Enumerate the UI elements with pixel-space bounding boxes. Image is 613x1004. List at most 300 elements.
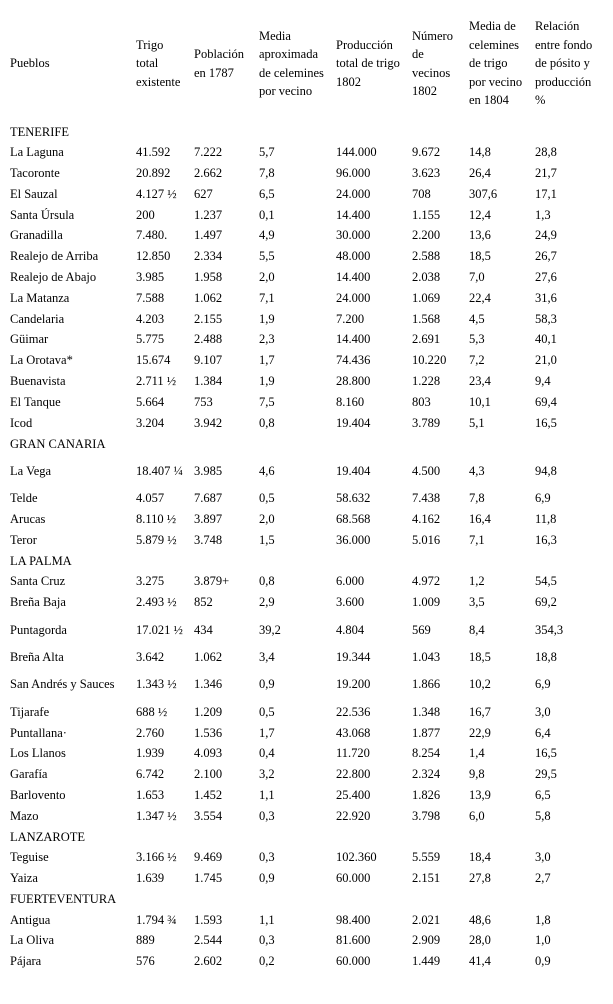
row-town: La Matanza xyxy=(10,290,70,305)
table-row xyxy=(5,868,611,889)
table-row xyxy=(5,847,611,868)
table-row xyxy=(5,183,611,204)
table-row xyxy=(5,764,611,785)
row-relacion-fondo: 16,5 xyxy=(535,746,557,761)
row-produccion-1802: 8.160 xyxy=(336,394,365,409)
row-relacion-fondo: 354,3 xyxy=(535,622,564,637)
row-media-celemines: 0,9 xyxy=(259,677,275,692)
row-media-celemines: 0,8 xyxy=(259,415,275,430)
table-row xyxy=(5,930,611,951)
row-numero-vecinos-1802: 1.877 xyxy=(412,725,441,740)
row-media-celemines: 1,7 xyxy=(259,353,275,368)
group-name: FUERTEVENTURA xyxy=(10,892,117,907)
row-produccion-1802: 3.600 xyxy=(336,595,365,610)
row-trigo-total: 688 ½ xyxy=(136,704,168,719)
row-town: Breña Baja xyxy=(10,595,66,610)
group-name: LA PALMA xyxy=(10,554,72,569)
row-poblacion-1787: 2.488 xyxy=(194,332,223,347)
column-header-label: Relación entre fondo de pósito y producción % xyxy=(535,19,593,108)
row-relacion-fondo: 6,5 xyxy=(535,787,551,802)
row-media-celemines: 7,5 xyxy=(259,394,275,409)
row-relacion-fondo: 1,0 xyxy=(535,933,551,948)
row-poblacion-1787: 1.062 xyxy=(194,290,223,305)
row-media-celemines-1804: 13,9 xyxy=(469,787,491,802)
row-produccion-1802: 7.200 xyxy=(336,311,365,326)
row-poblacion-1787: 2.155 xyxy=(194,311,223,326)
row-town: Candelaria xyxy=(10,311,65,326)
row-produccion-1802: 144.000 xyxy=(336,145,377,160)
row-numero-vecinos-1802: 1.348 xyxy=(412,704,441,719)
row-media-celemines-1804: 18,5 xyxy=(469,249,491,264)
group-name: GRAN CANARIA xyxy=(10,436,106,451)
table-row xyxy=(5,571,611,592)
row-media-celemines-1804: 4,3 xyxy=(469,463,485,478)
row-media-celemines: 0,4 xyxy=(259,746,275,761)
row-media-celemines-1804: 26,4 xyxy=(469,165,491,180)
row-numero-vecinos-1802: 2.909 xyxy=(412,933,441,948)
row-numero-vecinos-1802: 1.866 xyxy=(412,677,441,692)
table-row xyxy=(5,722,611,743)
row-media-celemines-1804: 10,2 xyxy=(469,677,491,692)
table-row xyxy=(5,246,611,267)
row-trigo-total: 5.775 xyxy=(136,332,165,347)
row-town: Realejo de Abajo xyxy=(10,269,97,284)
col-relacion-fondo xyxy=(530,6,611,121)
column-header-label: Producción total de trigo 1802 xyxy=(336,37,400,89)
row-media-celemines-1804: 18,4 xyxy=(469,850,491,865)
row-media-celemines-1804: 7,0 xyxy=(469,269,485,284)
row-produccion-1802: 25.400 xyxy=(336,787,371,802)
row-poblacion-1787: 1.452 xyxy=(194,787,223,802)
row-poblacion-1787: 3.554 xyxy=(194,808,223,823)
row-trigo-total: 1.653 xyxy=(136,787,165,802)
table-row xyxy=(5,204,611,225)
row-poblacion-1787: 1.209 xyxy=(194,704,223,719)
row-poblacion-1787: 1.593 xyxy=(194,912,223,927)
group-row xyxy=(5,550,611,571)
row-media-celemines-1804: 27,8 xyxy=(469,871,491,886)
wheat-statistics-table xyxy=(5,6,611,972)
row-relacion-fondo: 54,5 xyxy=(535,574,557,589)
row-poblacion-1787: 434 xyxy=(194,622,213,637)
group-name: TENERIFE xyxy=(10,124,70,139)
row-media-celemines-1804: 18,5 xyxy=(469,649,491,664)
row-trigo-total: 1.343 ½ xyxy=(136,677,177,692)
row-media-celemines-1804: 14,8 xyxy=(469,145,491,160)
row-produccion-1802: 14.400 xyxy=(336,207,371,222)
row-relacion-fondo: 24,9 xyxy=(535,228,557,243)
row-media-celemines: 0,5 xyxy=(259,704,275,719)
group-name: LANZAROTE xyxy=(10,830,85,844)
row-trigo-total: 15.674 xyxy=(136,353,171,368)
row-produccion-1802: 74.436 xyxy=(336,353,371,368)
row-relacion-fondo: 11,8 xyxy=(535,511,557,526)
row-trigo-total: 3.204 xyxy=(136,415,165,430)
table-row xyxy=(5,391,611,412)
table-row xyxy=(5,743,611,764)
row-town: El Sauzal xyxy=(10,186,58,201)
row-town: Breña Alta xyxy=(10,649,64,664)
row-numero-vecinos-1802: 5.559 xyxy=(412,850,441,865)
row-media-celemines-1804: 4,5 xyxy=(469,311,485,326)
row-numero-vecinos-1802: 1.043 xyxy=(412,649,441,664)
row-relacion-fondo: 27,6 xyxy=(535,269,557,284)
row-media-celemines-1804: 7,2 xyxy=(469,353,485,368)
row-produccion-1802: 98.400 xyxy=(336,912,371,927)
row-relacion-fondo: 3,0 xyxy=(535,704,551,719)
header-row xyxy=(5,6,611,121)
table-row xyxy=(5,308,611,329)
row-numero-vecinos-1802: 708 xyxy=(412,186,431,201)
row-numero-vecinos-1802: 4.972 xyxy=(412,574,441,589)
row-relacion-fondo: 26,7 xyxy=(535,249,557,264)
row-relacion-fondo: 21,7 xyxy=(535,165,557,180)
row-trigo-total: 12.850 xyxy=(136,249,171,264)
row-media-celemines: 6,5 xyxy=(259,186,275,201)
row-relacion-fondo: 1,3 xyxy=(535,207,551,222)
row-town: Teror xyxy=(10,532,37,547)
row-media-celemines: 3,4 xyxy=(259,649,275,664)
row-media-celemines-1804: 16,7 xyxy=(469,704,491,719)
row-relacion-fondo: 16,5 xyxy=(535,415,557,430)
row-produccion-1802: 60.000 xyxy=(336,954,371,969)
row-produccion-1802: 24.000 xyxy=(336,186,371,201)
row-trigo-total: 1.939 xyxy=(136,746,165,761)
group-row xyxy=(5,121,611,142)
row-poblacion-1787: 3.879+ xyxy=(194,574,230,589)
row-media-celemines-1804: 22,9 xyxy=(469,725,491,740)
row-media-celemines: 0,3 xyxy=(259,933,275,948)
row-trigo-total: 18.407 ¼ xyxy=(136,463,183,478)
row-produccion-1802: 19.200 xyxy=(336,677,371,692)
row-media-celemines: 5,7 xyxy=(259,145,275,160)
row-poblacion-1787: 2.334 xyxy=(194,249,223,264)
row-media-celemines: 2,3 xyxy=(259,332,275,347)
col-media-celemines-1804 xyxy=(464,6,530,121)
group-row xyxy=(5,433,611,454)
row-numero-vecinos-1802: 7.438 xyxy=(412,491,441,506)
row-relacion-fondo: 69,4 xyxy=(535,394,557,409)
table-row xyxy=(5,667,611,701)
row-town: Tijarafe xyxy=(10,704,50,719)
row-produccion-1802: 14.400 xyxy=(336,269,371,284)
row-poblacion-1787: 1.237 xyxy=(194,207,223,222)
row-media-celemines: 1,9 xyxy=(259,311,275,326)
col-trigo-total xyxy=(131,6,189,121)
row-town: Arucas xyxy=(10,511,46,526)
row-produccion-1802: 22.920 xyxy=(336,808,371,823)
row-trigo-total: 6.742 xyxy=(136,767,165,782)
row-poblacion-1787: 1.958 xyxy=(194,269,223,284)
row-media-celemines-1804: 23,4 xyxy=(469,373,491,388)
row-media-celemines: 39,2 xyxy=(259,622,281,637)
row-media-celemines: 4,9 xyxy=(259,228,275,243)
row-town: Los Llanos xyxy=(10,746,66,761)
row-poblacion-1787: 753 xyxy=(194,394,213,409)
table-row xyxy=(5,350,611,371)
row-poblacion-1787: 7.222 xyxy=(194,145,223,160)
row-numero-vecinos-1802: 2.038 xyxy=(412,269,441,284)
row-media-celemines: 1,1 xyxy=(259,912,275,927)
row-town: Granadilla xyxy=(10,228,63,243)
row-media-celemines-1804: 3,5 xyxy=(469,595,485,610)
row-media-celemines-1804: 1,4 xyxy=(469,746,485,761)
row-numero-vecinos-1802: 1.449 xyxy=(412,954,441,969)
row-relacion-fondo: 3,0 xyxy=(535,850,551,865)
row-relacion-fondo: 58,3 xyxy=(535,311,557,326)
table-row xyxy=(5,488,611,509)
row-numero-vecinos-1802: 2.324 xyxy=(412,767,441,782)
table-row xyxy=(5,909,611,930)
row-relacion-fondo: 5,8 xyxy=(535,808,551,823)
row-produccion-1802: 22.536 xyxy=(336,704,371,719)
row-town: Pájara xyxy=(10,954,42,969)
row-produccion-1802: 68.568 xyxy=(336,511,371,526)
row-town: Mazo xyxy=(10,808,39,823)
row-trigo-total: 4.127 ½ xyxy=(136,186,177,201)
row-poblacion-1787: 9.107 xyxy=(194,353,223,368)
column-header-label: Trigo total existente xyxy=(136,37,181,89)
row-relacion-fondo: 6,9 xyxy=(535,677,551,692)
row-produccion-1802: 19.404 xyxy=(336,463,371,478)
column-header-label: Media de celemines de trigo por vecino en 1804 xyxy=(469,19,523,108)
row-media-celemines: 2,9 xyxy=(259,595,275,610)
row-media-celemines: 1,9 xyxy=(259,373,275,388)
table-row xyxy=(5,267,611,288)
row-trigo-total: 5.664 xyxy=(136,394,165,409)
row-town: Garafía xyxy=(10,767,48,782)
row-trigo-total: 200 xyxy=(136,207,155,222)
row-poblacion-1787: 2.544 xyxy=(194,933,223,948)
row-trigo-total: 4.057 xyxy=(136,491,165,506)
row-media-celemines-1804: 41,4 xyxy=(469,954,491,969)
row-media-celemines-1804: 5,3 xyxy=(469,332,485,347)
row-media-celemines-1804: 9,8 xyxy=(469,767,485,782)
row-produccion-1802: 6.000 xyxy=(336,574,365,589)
row-numero-vecinos-1802: 1.155 xyxy=(412,207,441,222)
row-produccion-1802: 28.800 xyxy=(336,373,371,388)
row-town: El Tanque xyxy=(10,394,61,409)
row-town: La Laguna xyxy=(10,145,64,160)
row-media-celemines: 5,5 xyxy=(259,249,275,264)
table-row xyxy=(5,371,611,392)
row-media-celemines: 1,5 xyxy=(259,532,275,547)
table-row xyxy=(5,613,611,647)
row-produccion-1802: 19.404 xyxy=(336,415,371,430)
row-poblacion-1787: 3.985 xyxy=(194,463,223,478)
row-town: La Orotava* xyxy=(10,353,73,368)
row-numero-vecinos-1802: 1.069 xyxy=(412,290,441,305)
row-produccion-1802: 58.632 xyxy=(336,491,371,506)
row-numero-vecinos-1802: 3.623 xyxy=(412,165,441,180)
row-relacion-fondo: 94,8 xyxy=(535,463,557,478)
row-poblacion-1787: 1.062 xyxy=(194,649,223,664)
row-trigo-total: 7.480. xyxy=(136,228,168,243)
table-row xyxy=(5,701,611,722)
row-numero-vecinos-1802: 10.220 xyxy=(412,353,447,368)
table-row xyxy=(5,225,611,246)
row-poblacion-1787: 9.469 xyxy=(194,850,223,865)
row-media-celemines: 3,2 xyxy=(259,767,275,782)
row-media-celemines-1804: 7,8 xyxy=(469,491,485,506)
row-media-celemines: 1,7 xyxy=(259,725,275,740)
row-poblacion-1787: 1.745 xyxy=(194,871,223,886)
row-poblacion-1787: 3.748 xyxy=(194,532,223,547)
row-poblacion-1787: 2.100 xyxy=(194,767,223,782)
row-poblacion-1787: 852 xyxy=(194,595,213,610)
row-produccion-1802: 60.000 xyxy=(336,871,371,886)
row-trigo-total: 3.985 xyxy=(136,269,165,284)
row-relacion-fondo: 9,4 xyxy=(535,373,551,388)
row-numero-vecinos-1802: 5.016 xyxy=(412,532,441,547)
table-row xyxy=(5,805,611,826)
row-produccion-1802: 102.360 xyxy=(336,850,377,865)
row-town: Telde xyxy=(10,491,38,506)
row-relacion-fondo: 6,4 xyxy=(535,725,551,740)
row-media-celemines-1804: 8,4 xyxy=(469,622,485,637)
group-row xyxy=(5,826,611,847)
row-produccion-1802: 48.000 xyxy=(336,249,371,264)
row-produccion-1802: 30.000 xyxy=(336,228,371,243)
row-town: Realejo de Arriba xyxy=(10,249,99,264)
col-pueblos xyxy=(5,6,131,121)
row-poblacion-1787: 4.093 xyxy=(194,746,223,761)
row-media-celemines-1804: 7,1 xyxy=(469,532,485,547)
row-town: Puntallana· xyxy=(10,725,67,740)
row-poblacion-1787: 2.662 xyxy=(194,165,223,180)
row-town: Santa Úrsula xyxy=(10,207,75,222)
table-row xyxy=(5,509,611,530)
column-header-label: Población en 1787 xyxy=(194,47,244,80)
row-relacion-fondo: 6,9 xyxy=(535,491,551,506)
row-town: La Oliva xyxy=(10,933,55,948)
row-numero-vecinos-1802: 2.691 xyxy=(412,332,441,347)
row-poblacion-1787: 1.497 xyxy=(194,228,223,243)
row-trigo-total: 2.711 ½ xyxy=(136,373,177,388)
row-numero-vecinos-1802: 4.162 xyxy=(412,511,441,526)
row-relacion-fondo: 16,3 xyxy=(535,532,557,547)
row-town: Tacoronte xyxy=(10,165,60,180)
row-media-celemines: 0,3 xyxy=(259,850,275,865)
col-numero-vecinos-1802 xyxy=(407,6,464,121)
group-row xyxy=(5,889,611,910)
table-row xyxy=(5,163,611,184)
row-trigo-total: 41.592 xyxy=(136,145,171,160)
table-row xyxy=(5,142,611,163)
row-trigo-total: 20.892 xyxy=(136,165,171,180)
row-town: Güimar xyxy=(10,332,49,347)
table-row xyxy=(5,785,611,806)
row-relacion-fondo: 28,8 xyxy=(535,145,557,160)
row-media-celemines-1804: 28,0 xyxy=(469,933,491,948)
row-media-celemines: 0,8 xyxy=(259,574,275,589)
row-media-celemines: 0,3 xyxy=(259,808,275,823)
row-numero-vecinos-1802: 1.568 xyxy=(412,311,441,326)
table-row xyxy=(5,529,611,550)
row-media-celemines: 7,1 xyxy=(259,290,275,305)
row-numero-vecinos-1802: 3.789 xyxy=(412,415,441,430)
row-trigo-total: 3.642 xyxy=(136,649,165,664)
row-trigo-total: 3.166 ½ xyxy=(136,850,177,865)
row-media-celemines: 2,0 xyxy=(259,269,275,284)
row-trigo-total: 7.588 xyxy=(136,290,165,305)
row-produccion-1802: 22.800 xyxy=(336,767,371,782)
row-trigo-total: 1.347 ½ xyxy=(136,808,177,823)
row-relacion-fondo: 17,1 xyxy=(535,186,557,201)
row-produccion-1802: 81.600 xyxy=(336,933,371,948)
row-produccion-1802: 11.720 xyxy=(336,746,370,761)
col-poblacion-1787 xyxy=(189,6,254,121)
column-header-label: Pueblos xyxy=(10,56,50,71)
row-media-celemines: 0,2 xyxy=(259,954,275,969)
row-media-celemines-1804: 10,1 xyxy=(469,394,491,409)
row-relacion-fondo: 0,9 xyxy=(535,954,551,969)
row-media-celemines: 7,8 xyxy=(259,165,275,180)
column-header-label: Número de vecinos 1802 xyxy=(412,28,453,98)
row-poblacion-1787: 3.942 xyxy=(194,415,223,430)
row-numero-vecinos-1802: 2.021 xyxy=(412,912,441,927)
row-town: Barlovento xyxy=(10,787,66,802)
row-relacion-fondo: 29,5 xyxy=(535,767,557,782)
row-media-celemines: 4,6 xyxy=(259,463,275,478)
row-numero-vecinos-1802: 4.500 xyxy=(412,463,441,478)
row-poblacion-1787: 7.687 xyxy=(194,491,223,506)
table-row xyxy=(5,454,611,488)
row-poblacion-1787: 3.897 xyxy=(194,511,223,526)
row-relacion-fondo: 69,2 xyxy=(535,595,557,610)
row-town: Puntagorda xyxy=(10,622,67,637)
row-town: San Andrés y Sauces xyxy=(10,677,115,692)
row-media-celemines-1804: 12,4 xyxy=(469,207,491,222)
row-media-celemines-1804: 13,6 xyxy=(469,228,491,243)
row-produccion-1802: 14.400 xyxy=(336,332,371,347)
row-media-celemines-1804: 5,1 xyxy=(469,415,485,430)
row-media-celemines: 2,0 xyxy=(259,511,275,526)
row-produccion-1802: 43.068 xyxy=(336,725,371,740)
row-media-celemines: 0,5 xyxy=(259,491,275,506)
table-row xyxy=(5,329,611,350)
row-trigo-total: 17.021 ½ xyxy=(136,622,183,637)
table-row xyxy=(5,951,611,972)
row-town: Buenavista xyxy=(10,373,66,388)
table-row xyxy=(5,647,611,668)
row-trigo-total: 8.110 ½ xyxy=(136,511,177,526)
row-numero-vecinos-1802: 1.009 xyxy=(412,595,441,610)
row-numero-vecinos-1802: 1.826 xyxy=(412,787,441,802)
row-produccion-1802: 24.000 xyxy=(336,290,371,305)
row-numero-vecinos-1802: 2.200 xyxy=(412,228,441,243)
row-trigo-total: 3.275 xyxy=(136,574,165,589)
row-trigo-total: 889 xyxy=(136,933,155,948)
row-trigo-total: 2.760 xyxy=(136,725,165,740)
row-produccion-1802: 19.344 xyxy=(336,649,371,664)
column-header-label: Media aproximada de celemines por vecino xyxy=(259,28,324,98)
row-relacion-fondo: 18,8 xyxy=(535,649,557,664)
row-trigo-total: 2.493 ½ xyxy=(136,595,177,610)
table-row xyxy=(5,592,611,613)
row-trigo-total: 1.639 xyxy=(136,871,165,886)
row-trigo-total: 5.879 ½ xyxy=(136,532,177,547)
row-media-celemines-1804: 1,2 xyxy=(469,574,485,589)
row-numero-vecinos-1802: 2.588 xyxy=(412,249,441,264)
row-numero-vecinos-1802: 803 xyxy=(412,394,431,409)
table-row xyxy=(5,287,611,308)
table-row xyxy=(5,412,611,433)
row-numero-vecinos-1802: 3.798 xyxy=(412,808,441,823)
row-town: Icod xyxy=(10,415,33,430)
row-trigo-total: 4.203 xyxy=(136,311,165,326)
row-trigo-total: 1.794 ¾ xyxy=(136,912,177,927)
